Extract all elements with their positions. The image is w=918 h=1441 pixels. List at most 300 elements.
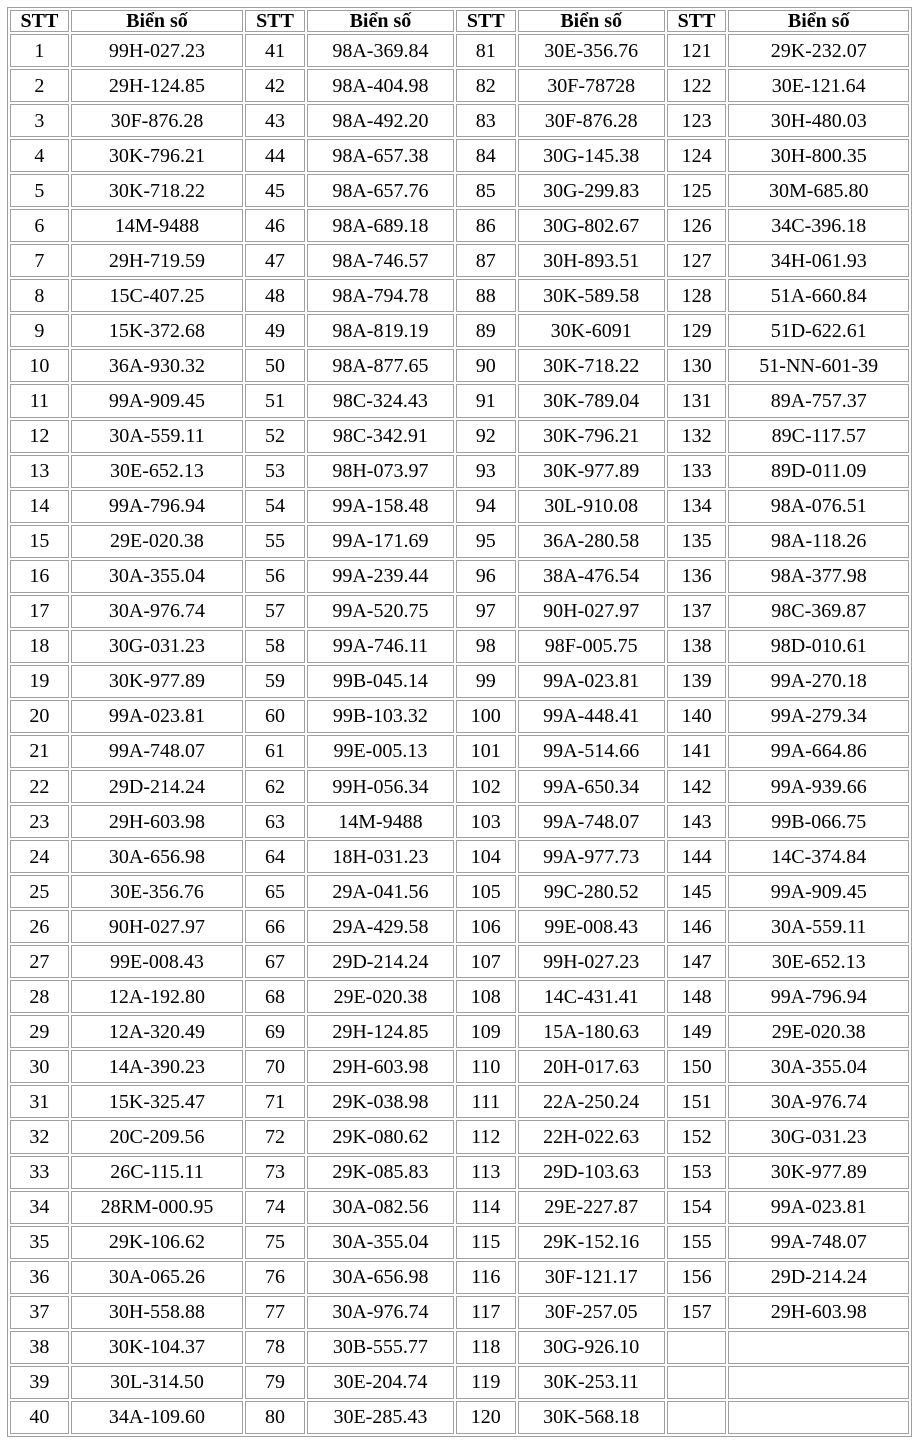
stt-cell: 64 (245, 840, 305, 873)
plate-number-cell: 22H-022.63 (518, 1120, 665, 1153)
stt-cell (667, 1401, 727, 1434)
stt-cell: 17 (10, 595, 69, 628)
plate-number-cell: 30A-656.98 (71, 840, 243, 873)
header-stt: STT (245, 10, 305, 32)
stt-cell: 82 (456, 69, 516, 102)
stt-cell: 43 (245, 104, 305, 137)
plate-number-cell: 29E-020.38 (307, 980, 454, 1013)
stt-cell: 8 (10, 279, 69, 312)
plate-number-cell: 18H-031.23 (307, 840, 454, 873)
plate-number-cell: 98C-369.87 (728, 595, 909, 628)
plate-number-cell: 14C-431.41 (518, 980, 665, 1013)
stt-cell: 34 (10, 1191, 69, 1224)
plate-number-cell: 99A-158.48 (307, 490, 454, 523)
plate-number-cell (728, 1401, 909, 1434)
stt-cell: 66 (245, 910, 305, 943)
plate-number-cell: 30G-299.83 (518, 174, 665, 207)
plate-number-cell: 98H-073.97 (307, 455, 454, 488)
plate-number-cell: 30A-976.74 (728, 1085, 909, 1118)
plate-number-cell: 20H-017.63 (518, 1050, 665, 1083)
plate-number-cell: 38A-476.54 (518, 560, 665, 593)
table-row (10, 875, 909, 908)
table-row (10, 1050, 909, 1083)
plate-number-cell: 29H-124.85 (307, 1015, 454, 1048)
stt-cell: 85 (456, 174, 516, 207)
stt-cell: 18 (10, 630, 69, 663)
stt-cell: 127 (667, 244, 727, 277)
stt-cell: 96 (456, 560, 516, 593)
plate-number-cell: 30K-977.89 (518, 455, 665, 488)
stt-cell: 128 (667, 279, 727, 312)
table-row (10, 665, 909, 698)
stt-cell: 98 (456, 630, 516, 663)
plate-number-cell: 98A-404.98 (307, 69, 454, 102)
stt-cell: 73 (245, 1156, 305, 1189)
stt-cell: 39 (10, 1366, 69, 1399)
plate-number-cell: 99A-171.69 (307, 525, 454, 558)
plate-number-cell: 30E-356.76 (71, 875, 243, 908)
stt-cell: 105 (456, 875, 516, 908)
plate-number-cell: 99A-909.45 (728, 875, 909, 908)
plate-number-cell: 30F-257.05 (518, 1296, 665, 1329)
stt-cell: 11 (10, 384, 69, 417)
plate-number-cell: 99B-066.75 (728, 805, 909, 838)
plate-number-cell (728, 1366, 909, 1399)
stt-cell: 62 (245, 770, 305, 803)
table-row (10, 945, 909, 978)
stt-cell: 113 (456, 1156, 516, 1189)
plate-number-cell: 30H-558.88 (71, 1296, 243, 1329)
plate-number-cell: 99A-748.07 (728, 1226, 909, 1259)
plate-number-cell: 98A-746.57 (307, 244, 454, 277)
stt-cell: 32 (10, 1120, 69, 1153)
stt-cell: 90 (456, 349, 516, 382)
stt-cell: 42 (245, 69, 305, 102)
plate-number-cell: 12A-192.80 (71, 980, 243, 1013)
table-row (10, 384, 909, 417)
stt-cell: 74 (245, 1191, 305, 1224)
stt-cell: 122 (667, 69, 727, 102)
plate-number-cell: 30L-910.08 (518, 490, 665, 523)
plate-number-cell: 34C-396.18 (728, 209, 909, 242)
stt-cell: 87 (456, 244, 516, 277)
plate-number-cell: 30K-6091 (518, 314, 665, 347)
plate-number-cell: 36A-280.58 (518, 525, 665, 558)
table-row (10, 455, 909, 488)
stt-cell: 44 (245, 139, 305, 172)
plate-number-cell: 99A-023.81 (728, 1191, 909, 1224)
header-stt: STT (10, 10, 69, 32)
stt-cell: 156 (667, 1261, 727, 1294)
stt-cell: 1 (10, 34, 69, 67)
plate-number-cell: 29K-232.07 (728, 34, 909, 67)
stt-cell: 59 (245, 665, 305, 698)
plate-number-cell: 15C-407.25 (71, 279, 243, 312)
plate-number-cell: 15K-325.47 (71, 1085, 243, 1118)
table-row (10, 314, 909, 347)
stt-cell: 144 (667, 840, 727, 873)
stt-cell: 154 (667, 1191, 727, 1224)
plate-number-cell: 89D-011.09 (728, 455, 909, 488)
stt-cell: 14 (10, 490, 69, 523)
plate-number-cell: 99C-280.52 (518, 875, 665, 908)
stt-cell: 55 (245, 525, 305, 558)
plate-number-cell: 30G-031.23 (71, 630, 243, 663)
plate-number-cell: 29H-603.98 (307, 1050, 454, 1083)
plate-number-cell: 30E-356.76 (518, 34, 665, 67)
plate-number-cell: 30H-893.51 (518, 244, 665, 277)
plate-number-cell: 89C-117.57 (728, 420, 909, 453)
stt-cell: 112 (456, 1120, 516, 1153)
stt-cell: 108 (456, 980, 516, 1013)
plate-number-cell: 29D-214.24 (71, 770, 243, 803)
plate-number-cell: 26C-115.11 (71, 1156, 243, 1189)
stt-cell: 135 (667, 525, 727, 558)
table-row (10, 525, 909, 558)
plate-number-cell: 30H-480.03 (728, 104, 909, 137)
stt-cell: 29 (10, 1015, 69, 1048)
stt-cell: 136 (667, 560, 727, 593)
plate-number-cell: 29E-020.38 (728, 1015, 909, 1048)
stt-cell: 61 (245, 735, 305, 768)
plate-number-cell: 99A-748.07 (71, 735, 243, 768)
stt-cell: 28 (10, 980, 69, 1013)
plate-number-cell: 30H-800.35 (728, 139, 909, 172)
stt-cell: 89 (456, 314, 516, 347)
stt-cell: 23 (10, 805, 69, 838)
plate-number-cell: 98A-657.76 (307, 174, 454, 207)
stt-cell: 57 (245, 595, 305, 628)
plate-number-cell: 30M-685.80 (728, 174, 909, 207)
plate-number-cell: 29D-214.24 (728, 1261, 909, 1294)
stt-cell: 77 (245, 1296, 305, 1329)
plate-number-cell: 14A-390.23 (71, 1050, 243, 1083)
plate-number-cell: 99E-005.13 (307, 735, 454, 768)
plate-number-cell: 99H-027.23 (518, 945, 665, 978)
plate-number-cell: 30K-718.22 (71, 174, 243, 207)
plate-number-cell: 30F-121.17 (518, 1261, 665, 1294)
plate-number-cell: 30A-355.04 (71, 560, 243, 593)
stt-cell: 30 (10, 1050, 69, 1083)
table-row (10, 980, 909, 1013)
plate-number-cell: 99A-977.73 (518, 840, 665, 873)
plate-number-cell: 99A-279.34 (728, 700, 909, 733)
plate-number-cell: 90H-027.97 (518, 595, 665, 628)
stt-cell: 146 (667, 910, 727, 943)
stt-cell: 24 (10, 840, 69, 873)
table-row (10, 69, 909, 102)
stt-cell (667, 1331, 727, 1364)
plate-number-cell: 98F-005.75 (518, 630, 665, 663)
stt-cell: 9 (10, 314, 69, 347)
header-plate-number: Biển số (71, 10, 243, 32)
table-row (10, 1331, 909, 1364)
stt-cell: 123 (667, 104, 727, 137)
stt-cell: 115 (456, 1226, 516, 1259)
stt-cell: 60 (245, 700, 305, 733)
table-row (10, 420, 909, 453)
stt-cell: 5 (10, 174, 69, 207)
stt-cell: 121 (667, 34, 727, 67)
stt-cell: 111 (456, 1085, 516, 1118)
stt-cell: 157 (667, 1296, 727, 1329)
table-row (10, 630, 909, 663)
plate-number-cell: 29D-103.63 (518, 1156, 665, 1189)
plate-number-cell: 98C-342.91 (307, 420, 454, 453)
plate-number-cell: 99A-796.94 (71, 490, 243, 523)
stt-cell: 99 (456, 665, 516, 698)
plate-number-cell: 29A-041.56 (307, 875, 454, 908)
plate-number-cell: 30A-559.11 (728, 910, 909, 943)
stt-cell: 69 (245, 1015, 305, 1048)
table-row (10, 840, 909, 873)
stt-cell: 142 (667, 770, 727, 803)
stt-cell: 33 (10, 1156, 69, 1189)
stt-cell: 155 (667, 1226, 727, 1259)
plate-number-cell: 30K-718.22 (518, 349, 665, 382)
plate-number-cell: 29A-429.58 (307, 910, 454, 943)
stt-cell: 70 (245, 1050, 305, 1083)
stt-cell: 52 (245, 420, 305, 453)
license-plate-table (7, 7, 912, 1437)
table-row (10, 1401, 909, 1434)
table-row (10, 1366, 909, 1399)
table-row (10, 595, 909, 628)
stt-cell: 31 (10, 1085, 69, 1118)
stt-cell: 147 (667, 945, 727, 978)
header-plate-number: Biển số (307, 10, 454, 32)
stt-cell: 68 (245, 980, 305, 1013)
plate-number-cell: 30E-121.64 (728, 69, 909, 102)
plate-number-cell: 99A-520.75 (307, 595, 454, 628)
plate-number-cell: 30L-314.50 (71, 1366, 243, 1399)
plate-number-cell: 30A-355.04 (307, 1226, 454, 1259)
stt-cell: 83 (456, 104, 516, 137)
table-header-row (10, 10, 909, 32)
stt-cell: 3 (10, 104, 69, 137)
stt-cell: 104 (456, 840, 516, 873)
plate-number-cell: 99A-664.86 (728, 735, 909, 768)
stt-cell: 84 (456, 139, 516, 172)
plate-number-cell: 99A-448.41 (518, 700, 665, 733)
stt-cell: 141 (667, 735, 727, 768)
stt-cell: 134 (667, 490, 727, 523)
plate-number-cell: 99A-023.81 (518, 665, 665, 698)
plate-number-cell: 99B-045.14 (307, 665, 454, 698)
stt-cell: 10 (10, 349, 69, 382)
plate-number-cell: 99A-270.18 (728, 665, 909, 698)
stt-cell: 75 (245, 1226, 305, 1259)
plate-number-cell: 99A-239.44 (307, 560, 454, 593)
plate-number-cell: 14M-9488 (307, 805, 454, 838)
plate-number-cell: 30E-285.43 (307, 1401, 454, 1434)
stt-cell: 2 (10, 69, 69, 102)
table-row (10, 1120, 909, 1153)
plate-number-cell: 99A-909.45 (71, 384, 243, 417)
table-row (10, 770, 909, 803)
table-row (10, 490, 909, 523)
stt-cell: 79 (245, 1366, 305, 1399)
table-row (10, 139, 909, 172)
stt-cell: 145 (667, 875, 727, 908)
table-row (10, 174, 909, 207)
table-body (10, 34, 909, 1434)
stt-cell: 151 (667, 1085, 727, 1118)
plate-number-cell: 29K-085.83 (307, 1156, 454, 1189)
table-row (10, 560, 909, 593)
stt-cell (667, 1366, 727, 1399)
table-row (10, 735, 909, 768)
plate-number-cell: 98A-794.78 (307, 279, 454, 312)
stt-cell: 125 (667, 174, 727, 207)
stt-cell: 38 (10, 1331, 69, 1364)
stt-cell: 116 (456, 1261, 516, 1294)
table-row (10, 1156, 909, 1189)
stt-cell: 67 (245, 945, 305, 978)
plate-number-cell: 99H-056.34 (307, 770, 454, 803)
plate-number-cell: 34H-061.93 (728, 244, 909, 277)
stt-cell: 149 (667, 1015, 727, 1048)
stt-cell: 21 (10, 735, 69, 768)
table-row (10, 209, 909, 242)
plate-number-cell: 30A-082.56 (307, 1191, 454, 1224)
plate-number-cell: 29H-603.98 (728, 1296, 909, 1329)
plate-number-cell: 30K-789.04 (518, 384, 665, 417)
plate-number-cell: 30K-977.89 (728, 1156, 909, 1189)
header-stt: STT (456, 10, 516, 32)
stt-cell: 25 (10, 875, 69, 908)
stt-cell: 118 (456, 1331, 516, 1364)
plate-number-cell: 29K-080.62 (307, 1120, 454, 1153)
stt-cell: 40 (10, 1401, 69, 1434)
stt-cell: 107 (456, 945, 516, 978)
stt-cell: 54 (245, 490, 305, 523)
plate-number-cell: 30K-568.18 (518, 1401, 665, 1434)
stt-cell: 22 (10, 770, 69, 803)
stt-cell: 56 (245, 560, 305, 593)
stt-cell: 16 (10, 560, 69, 593)
plate-number-cell: 29K-106.62 (71, 1226, 243, 1259)
stt-cell: 53 (245, 455, 305, 488)
stt-cell: 36 (10, 1261, 69, 1294)
plate-number-cell: 30E-204.74 (307, 1366, 454, 1399)
stt-cell: 94 (456, 490, 516, 523)
plate-number-cell (728, 1331, 909, 1364)
plate-number-cell: 98C-324.43 (307, 384, 454, 417)
plate-number-cell: 28RM-000.95 (71, 1191, 243, 1224)
stt-cell: 76 (245, 1261, 305, 1294)
stt-cell: 129 (667, 314, 727, 347)
plate-number-cell: 98A-657.38 (307, 139, 454, 172)
stt-cell: 6 (10, 209, 69, 242)
stt-cell: 80 (245, 1401, 305, 1434)
plate-number-cell: 29H-124.85 (71, 69, 243, 102)
stt-cell: 120 (456, 1401, 516, 1434)
plate-number-cell: 51D-622.61 (728, 314, 909, 347)
stt-cell: 46 (245, 209, 305, 242)
stt-cell: 12 (10, 420, 69, 453)
table-row (10, 279, 909, 312)
header-stt: STT (667, 10, 727, 32)
plate-number-cell: 34A-109.60 (71, 1401, 243, 1434)
table-row (10, 1226, 909, 1259)
stt-cell: 72 (245, 1120, 305, 1153)
plate-number-cell: 29E-020.38 (71, 525, 243, 558)
stt-cell: 92 (456, 420, 516, 453)
table-row (10, 805, 909, 838)
plate-number-cell: 90H-027.97 (71, 910, 243, 943)
stt-cell: 19 (10, 665, 69, 698)
plate-number-cell: 29H-719.59 (71, 244, 243, 277)
stt-cell: 133 (667, 455, 727, 488)
plate-number-cell: 15A-180.63 (518, 1015, 665, 1048)
plate-number-cell: 30K-589.58 (518, 279, 665, 312)
plate-number-cell: 30B-555.77 (307, 1331, 454, 1364)
stt-cell: 106 (456, 910, 516, 943)
plate-number-cell: 30K-796.21 (518, 420, 665, 453)
plate-number-cell: 30F-876.28 (518, 104, 665, 137)
plate-number-cell: 98A-819.19 (307, 314, 454, 347)
plate-number-cell: 30G-802.67 (518, 209, 665, 242)
plate-number-cell: 20C-209.56 (71, 1120, 243, 1153)
stt-cell: 63 (245, 805, 305, 838)
plate-number-cell: 29H-603.98 (71, 805, 243, 838)
plate-number-cell: 51A-660.84 (728, 279, 909, 312)
stt-cell: 150 (667, 1050, 727, 1083)
stt-cell: 103 (456, 805, 516, 838)
plate-number-cell: 99A-650.34 (518, 770, 665, 803)
table-row (10, 1296, 909, 1329)
plate-number-cell: 30A-065.26 (71, 1261, 243, 1294)
stt-cell: 102 (456, 770, 516, 803)
stt-cell: 78 (245, 1331, 305, 1364)
plate-number-cell: 98A-492.20 (307, 104, 454, 137)
plate-number-cell: 14C-374.84 (728, 840, 909, 873)
plate-number-cell: 30G-926.10 (518, 1331, 665, 1364)
stt-cell: 37 (10, 1296, 69, 1329)
stt-cell: 26 (10, 910, 69, 943)
table-row (10, 244, 909, 277)
table-row (10, 34, 909, 67)
stt-cell: 139 (667, 665, 727, 698)
stt-cell: 131 (667, 384, 727, 417)
stt-cell: 35 (10, 1226, 69, 1259)
stt-cell: 7 (10, 244, 69, 277)
stt-cell: 45 (245, 174, 305, 207)
table-row (10, 1015, 909, 1048)
stt-cell: 117 (456, 1296, 516, 1329)
plate-number-cell: 98A-377.98 (728, 560, 909, 593)
table-row (10, 700, 909, 733)
stt-cell: 86 (456, 209, 516, 242)
stt-cell: 47 (245, 244, 305, 277)
plate-number-cell: 30K-104.37 (71, 1331, 243, 1364)
plate-number-cell: 89A-757.37 (728, 384, 909, 417)
plate-number-cell: 29D-214.24 (307, 945, 454, 978)
stt-cell: 58 (245, 630, 305, 663)
stt-cell: 15 (10, 525, 69, 558)
plate-number-cell: 99E-008.43 (71, 945, 243, 978)
stt-cell: 132 (667, 420, 727, 453)
header-plate-number: Biển số (728, 10, 909, 32)
plate-number-cell: 29K-152.16 (518, 1226, 665, 1259)
plate-number-cell: 30A-976.74 (71, 595, 243, 628)
stt-cell: 50 (245, 349, 305, 382)
plate-number-cell: 30F-876.28 (71, 104, 243, 137)
stt-cell: 48 (245, 279, 305, 312)
stt-cell: 137 (667, 595, 727, 628)
stt-cell: 65 (245, 875, 305, 908)
